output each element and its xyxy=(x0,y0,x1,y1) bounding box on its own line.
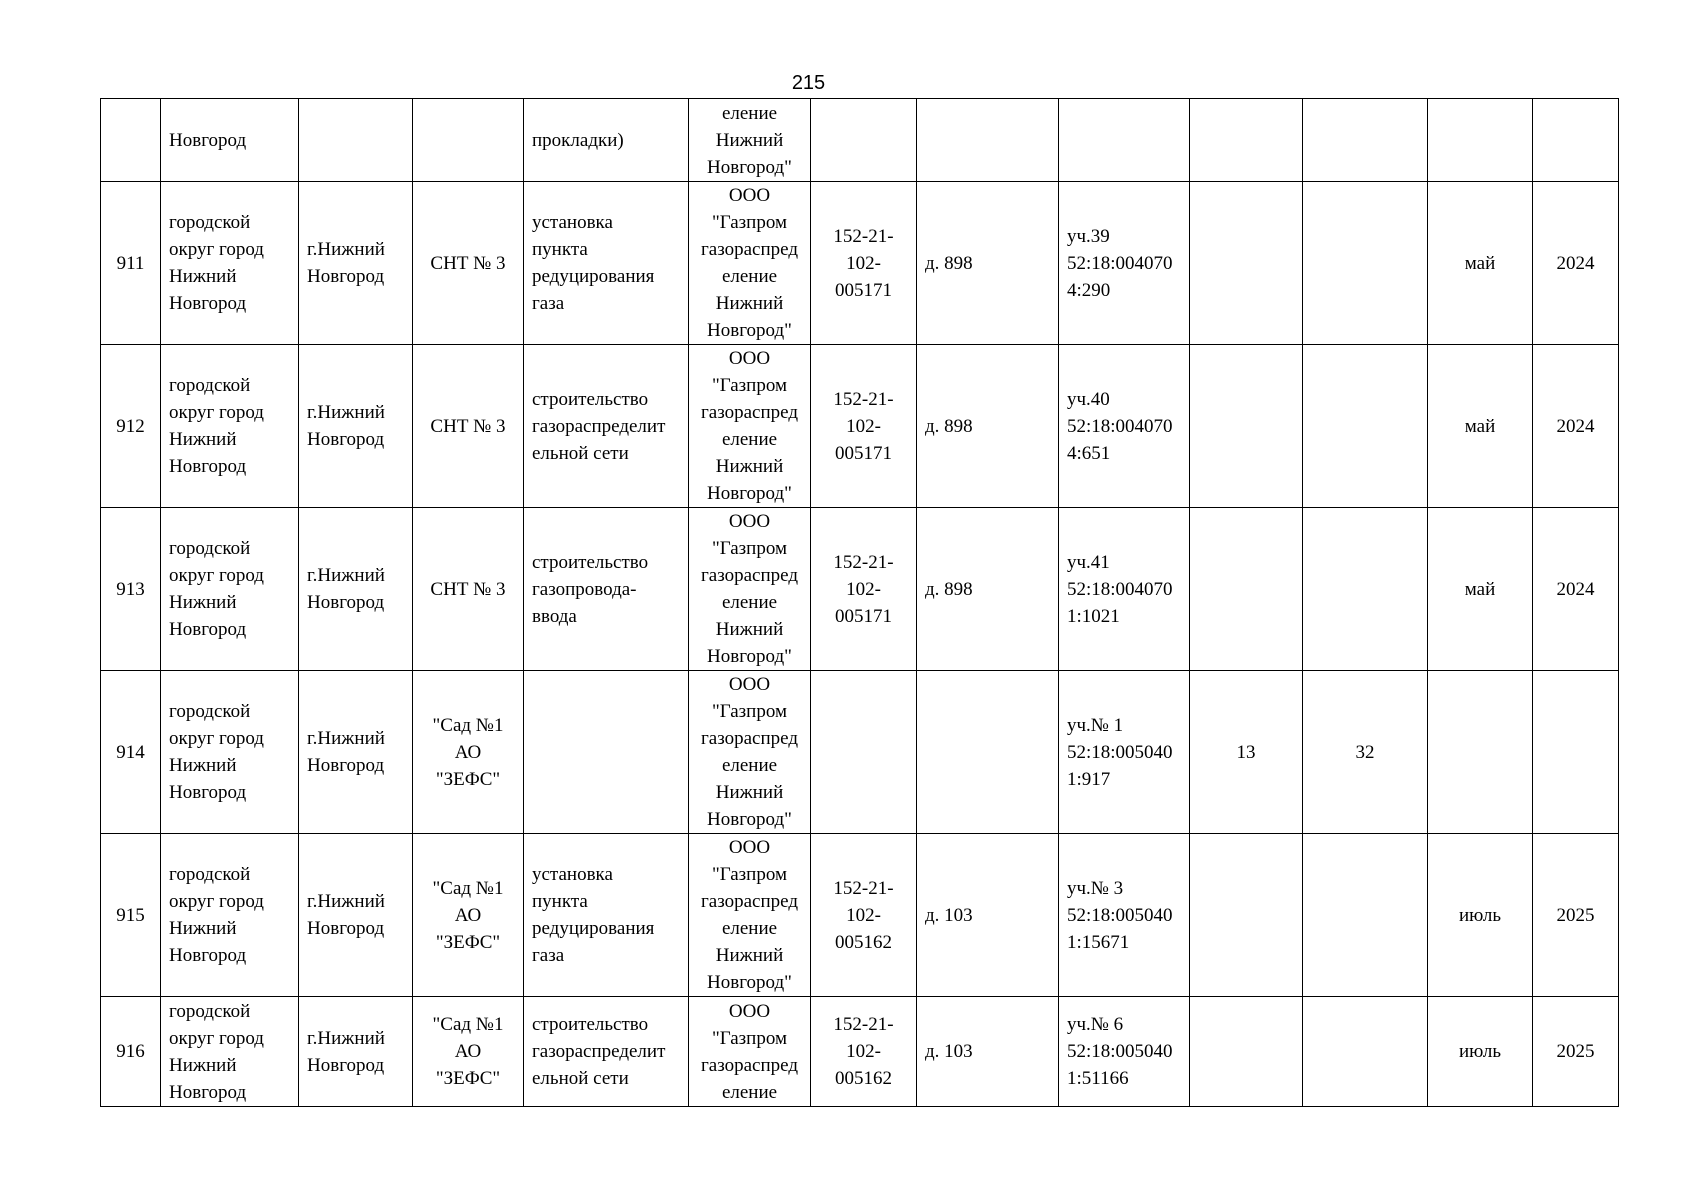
cell-col10: 13 xyxy=(1190,671,1303,834)
cell-locality xyxy=(413,99,524,182)
cell-col10 xyxy=(1190,182,1303,345)
cell-city: г.Нижний Новгород xyxy=(299,671,413,834)
cell-house: д. 103 xyxy=(917,997,1059,1107)
cell-district: городской округ город Нижний Новгород xyxy=(161,671,299,834)
cell-num: 911 xyxy=(101,182,161,345)
table-row xyxy=(101,671,1619,834)
cell-city: г.Нижний Новгород xyxy=(299,508,413,671)
cell-organization: еление Нижний Новгород" xyxy=(689,99,811,182)
cell-organization: ООО "Газпром газораспред еление Нижний Новгород" xyxy=(689,182,811,345)
cell-month: май xyxy=(1428,508,1533,671)
cell-house xyxy=(917,671,1059,834)
cell-year: 2024 xyxy=(1533,345,1619,508)
cell-contract xyxy=(811,99,917,182)
cell-work: установка пункта редуцирования газа xyxy=(524,834,689,997)
cell-plot: уч.40 52:18:004070 4:651 xyxy=(1059,345,1190,508)
cell-num: 912 xyxy=(101,345,161,508)
cell-district: городской округ город Нижний Новгород xyxy=(161,508,299,671)
cell-house: д. 103 xyxy=(917,834,1059,997)
cell-house: д. 898 xyxy=(917,508,1059,671)
cell-num: 913 xyxy=(101,508,161,671)
cell-col10 xyxy=(1190,834,1303,997)
page-number: 215 xyxy=(791,72,826,94)
cell-plot: уч.39 52:18:004070 4:290 xyxy=(1059,182,1190,345)
cell-col11 xyxy=(1303,834,1428,997)
cell-num: 916 xyxy=(101,997,161,1107)
cell-organization: ООО "Газпром газораспред еление Нижний Новгород" xyxy=(689,671,811,834)
cell-col11 xyxy=(1303,182,1428,345)
cell-year xyxy=(1533,99,1619,182)
cell-locality: СНТ № 3 xyxy=(413,508,524,671)
cell-num: 915 xyxy=(101,834,161,997)
cell-num: 914 xyxy=(101,671,161,834)
cell-locality: СНТ № 3 xyxy=(413,182,524,345)
cell-month: май xyxy=(1428,182,1533,345)
cell-year: 2024 xyxy=(1533,508,1619,671)
cell-col11: 32 xyxy=(1303,671,1428,834)
cell-contract: 152-21- 102- 005162 xyxy=(811,834,917,997)
cell-num xyxy=(101,99,161,182)
cell-work xyxy=(524,671,689,834)
cell-organization: ООО "Газпром газораспред еление Нижний Новгород" xyxy=(689,508,811,671)
cell-contract: 152-21- 102- 005171 xyxy=(811,345,917,508)
cell-plot: уч.№ 1 52:18:005040 1:917 xyxy=(1059,671,1190,834)
cell-locality: "Сад №1 АО "ЗЕФС" xyxy=(413,671,524,834)
cell-plot: уч.№ 6 52:18:005040 1:51166 xyxy=(1059,997,1190,1107)
cell-month: май xyxy=(1428,345,1533,508)
table-row-continued xyxy=(101,99,1619,182)
cell-col11 xyxy=(1303,997,1428,1107)
cell-contract: 152-21- 102- 005171 xyxy=(811,182,917,345)
data-table xyxy=(100,98,1619,1107)
cell-plot: уч.41 52:18:004070 1:1021 xyxy=(1059,508,1190,671)
cell-col10 xyxy=(1190,99,1303,182)
cell-district: городской округ город Нижний Новгород xyxy=(161,182,299,345)
cell-year: 2024 xyxy=(1533,182,1619,345)
cell-year: 2025 xyxy=(1533,997,1619,1107)
cell-house: д. 898 xyxy=(917,345,1059,508)
cell-city: г.Нижний Новгород xyxy=(299,997,413,1107)
cell-city: г.Нижний Новгород xyxy=(299,834,413,997)
cell-work: строительство газопровода- ввода xyxy=(524,508,689,671)
cell-col11 xyxy=(1303,345,1428,508)
cell-contract: 152-21- 102- 005162 xyxy=(811,997,917,1107)
cell-work: строительство газораспределит ельной сети xyxy=(524,345,689,508)
cell-col10 xyxy=(1190,508,1303,671)
cell-work: прокладки) xyxy=(524,99,689,182)
cell-month: июль xyxy=(1428,997,1533,1107)
cell-month xyxy=(1428,671,1533,834)
table-row xyxy=(101,997,1619,1107)
table-row xyxy=(101,834,1619,997)
cell-col11 xyxy=(1303,99,1428,182)
cell-work: строительство газораспределит ельной сети xyxy=(524,997,689,1107)
cell-locality: "Сад №1 АО "ЗЕФС" xyxy=(413,997,524,1107)
cell-city xyxy=(299,99,413,182)
cell-district: Новгород xyxy=(161,99,299,182)
table-row xyxy=(101,182,1619,345)
cell-locality: "Сад №1 АО "ЗЕФС" xyxy=(413,834,524,997)
cell-month xyxy=(1428,99,1533,182)
cell-locality: СНТ № 3 xyxy=(413,345,524,508)
cell-work: установка пункта редуцирования газа xyxy=(524,182,689,345)
cell-col10 xyxy=(1190,345,1303,508)
cell-year xyxy=(1533,671,1619,834)
cell-organization: ООО "Газпром газораспред еление Нижний Новгород" xyxy=(689,345,811,508)
cell-col11 xyxy=(1303,508,1428,671)
cell-col10 xyxy=(1190,997,1303,1107)
table-row xyxy=(101,345,1619,508)
cell-contract: 152-21- 102- 005171 xyxy=(811,508,917,671)
cell-house xyxy=(917,99,1059,182)
cell-month: июль xyxy=(1428,834,1533,997)
cell-district: городской округ город Нижний Новгород xyxy=(161,834,299,997)
cell-organization: ООО "Газпром газораспред еление Нижний Новгород" xyxy=(689,834,811,997)
cell-organization: ООО "Газпром газораспред еление xyxy=(689,997,811,1107)
table-row xyxy=(101,508,1619,671)
cell-city: г.Нижний Новгород xyxy=(299,345,413,508)
cell-contract xyxy=(811,671,917,834)
cell-year: 2025 xyxy=(1533,834,1619,997)
cell-house: д. 898 xyxy=(917,182,1059,345)
cell-plot xyxy=(1059,99,1190,182)
cell-plot: уч.№ 3 52:18:005040 1:15671 xyxy=(1059,834,1190,997)
cell-district: городской округ город Нижний Новгород xyxy=(161,345,299,508)
cell-city: г.Нижний Новгород xyxy=(299,182,413,345)
cell-district: городской округ город Нижний Новгород xyxy=(161,997,299,1107)
